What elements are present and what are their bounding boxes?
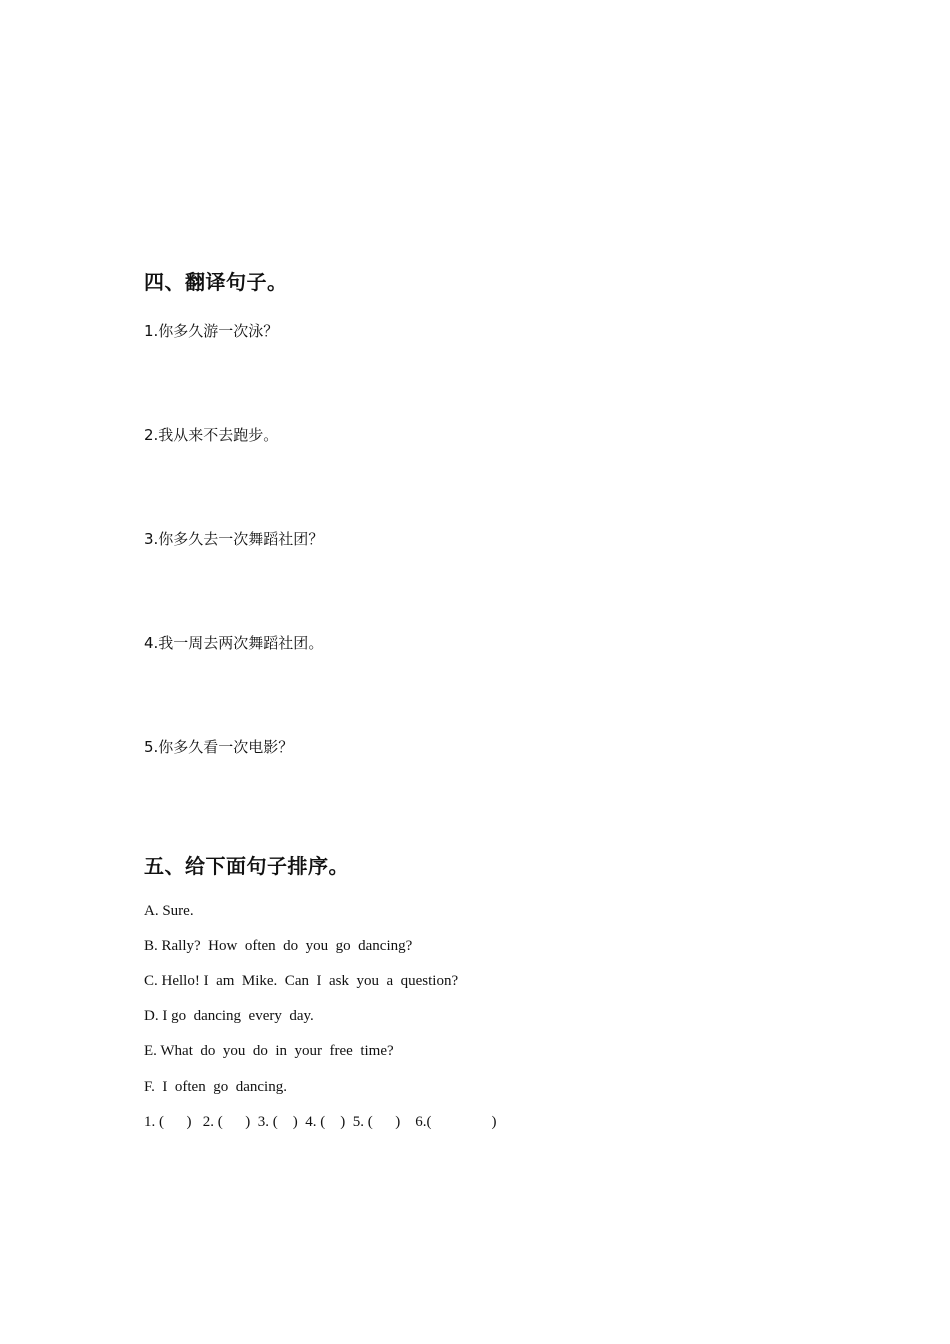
order-option-f: F. I often go dancing. bbox=[144, 1079, 287, 1095]
order-option-e: E. What do you do in your free time? bbox=[144, 1043, 394, 1059]
translate-question-1: 1.你多久游一次泳？ bbox=[144, 322, 279, 340]
translate-question-4: 4.我一周去两次舞蹈社团。 bbox=[144, 634, 324, 652]
section-5-heading: 五、给下面句子排序。 bbox=[144, 854, 349, 878]
translate-question-3: 3.你多久去一次舞蹈社团？ bbox=[144, 530, 324, 548]
order-option-b: B. Rally? How often do you go dancing? bbox=[144, 938, 413, 954]
order-option-c: C. Hello! I am Mike. Can I ask you a question? bbox=[144, 973, 459, 989]
translate-question-2: 2.我从来不去跑步。 bbox=[144, 426, 279, 444]
order-option-d: D. I go dancing every day. bbox=[144, 1008, 314, 1024]
translate-question-5: 5.你多久看一次电影？ bbox=[144, 738, 294, 756]
answer-blanks-line: 1. ( ) 2. ( ) 3. ( ) 4. ( ) 5. ( ) 6.( ) bbox=[144, 1114, 497, 1130]
section-4-heading: 四、翻译句子。 bbox=[144, 270, 288, 294]
order-option-a: A. Sure. bbox=[144, 903, 194, 919]
